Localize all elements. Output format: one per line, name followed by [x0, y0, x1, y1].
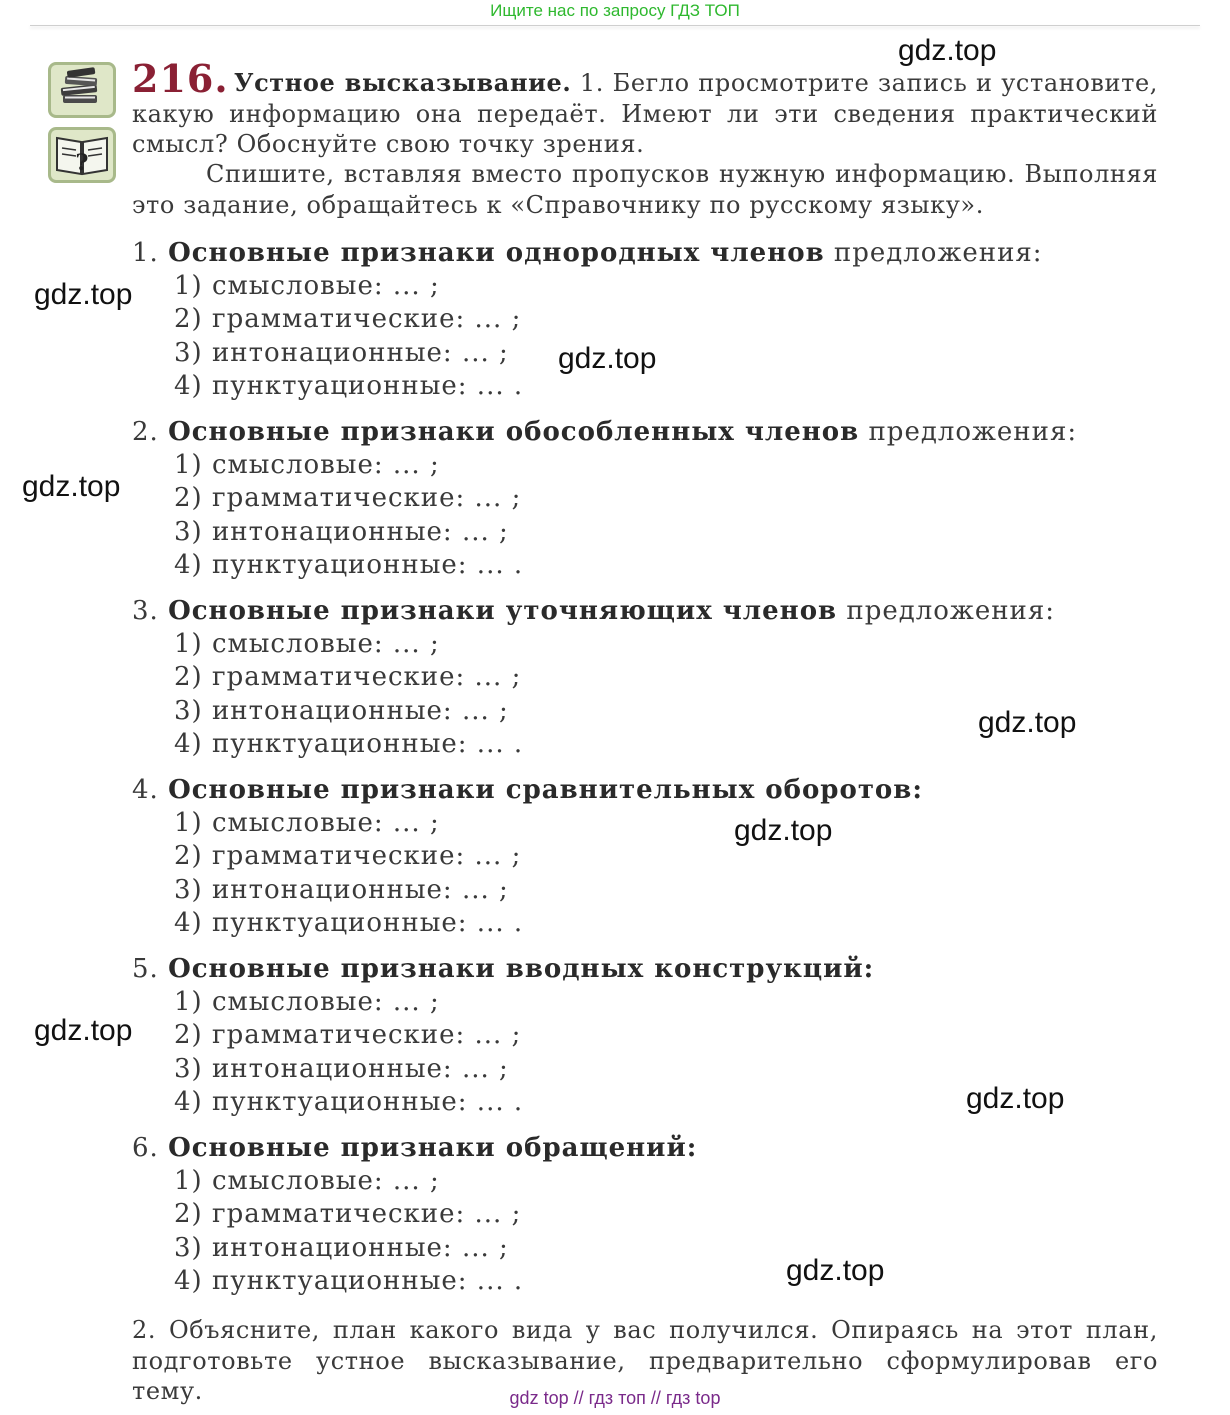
- list-item: 2) грамматические: ... ;: [174, 304, 522, 335]
- watermark: gdz.top: [966, 1082, 1065, 1115]
- reference-book-icon: [48, 127, 116, 183]
- list-item: 4) пунктуационные: ... .: [174, 908, 524, 939]
- exercise-number: 216.: [132, 56, 229, 101]
- section-title-rest: предложения:: [824, 238, 1043, 268]
- list-item: 4) пунктуационные: ... .: [174, 550, 524, 581]
- section-heading: [132, 594, 1132, 628]
- list-item: 2) грамматические: ... ;: [174, 662, 522, 693]
- section-heading: [132, 952, 1132, 986]
- section-heading: [132, 1131, 1132, 1165]
- svg-text:?: ?: [75, 150, 89, 176]
- watermark: gdz.top: [978, 706, 1077, 739]
- section-block: [132, 1131, 1132, 1299]
- section-title-bold: Основные признаки обособленных членов: [168, 417, 860, 447]
- section-heading: [132, 773, 1132, 807]
- section-number: 4.: [132, 775, 159, 805]
- section-title-bold: Основные признаки уточняющих членов: [168, 596, 838, 626]
- watermark: gdz.top: [898, 34, 997, 67]
- list-item: 1) смысловые: ... ;: [174, 450, 440, 480]
- list-item: 4) пунктуационные: ... .: [174, 371, 524, 402]
- footer-links[interactable]: gdz top // гдз топ // гдз top: [509, 1388, 721, 1408]
- list-item: 4) пунктуационные: ... .: [174, 1087, 524, 1118]
- watermark: gdz.top: [22, 470, 121, 503]
- list-item: 3) интонационные: ... ;: [174, 695, 509, 726]
- list-item: 2) грамматические: ... ;: [174, 1020, 522, 1051]
- list-item: 4) пунктуационные: ... .: [174, 1266, 524, 1297]
- section-title-bold: Основные признаки обращений:: [168, 1133, 698, 1163]
- section-number: 3.: [132, 596, 159, 626]
- top-banner[interactable]: Ищите нас по запросу ГДЗ ТОП: [490, 1, 740, 20]
- list-item: 3) интонационные: ... ;: [174, 1053, 509, 1084]
- list-item: 4) пунктуационные: ... .: [174, 729, 524, 760]
- list-item: 2) грамматические: ... ;: [174, 841, 522, 872]
- list-item: 3) интонационные: ... ;: [174, 874, 509, 905]
- watermark: gdz.top: [34, 1014, 133, 1047]
- list-item: 2) грамматические: ... ;: [174, 483, 522, 514]
- section-number: 5.: [132, 954, 159, 984]
- watermark: gdz.top: [786, 1254, 885, 1287]
- exercise-instruction: Спишите, вставляя вместо пропусков нужную информацию. Выполняя это задание, обращайтесь к «Справочнику по русскому языку».: [132, 160, 1158, 219]
- watermark: gdz.top: [34, 278, 133, 311]
- section-number: 1.: [132, 238, 159, 268]
- section-title-bold: Основные признаки однородных членов: [168, 238, 825, 268]
- list-item: 1) смысловые: ... ;: [174, 808, 440, 838]
- list-item: 1) смысловые: ... ;: [174, 987, 440, 1017]
- section-title-rest: предложения:: [837, 596, 1056, 626]
- section-heading: [132, 415, 1132, 449]
- list-item: 1) смысловые: ... ;: [174, 1166, 440, 1196]
- list-item: 1) смысловые: ... ;: [174, 629, 440, 659]
- section-title-bold: Основные признаки сравнительных оборотов:: [168, 775, 923, 805]
- watermark: gdz.top: [734, 814, 833, 847]
- section-block: [132, 415, 1132, 583]
- list-item: 3) интонационные: ... ;: [174, 337, 509, 368]
- books-icon: [48, 62, 116, 118]
- list-item: 1) смысловые: ... ;: [174, 271, 440, 301]
- list-item: 3) интонационные: ... ;: [174, 516, 509, 547]
- final-task: 2. Объясните, план какого вида у вас получился. Опираясь на этот план, подготовьте устное высказывание, предварительно сформулировав его тему.: [132, 1316, 1158, 1405]
- section-title-rest: предложения:: [859, 417, 1078, 447]
- list-item: 2) грамматические: ... ;: [174, 1199, 522, 1230]
- watermark: gdz.top: [558, 342, 657, 375]
- exercise-intro-text: 1. Бегло просмотрите запись и установите, какую информацию она передаёт. Имеют ли эти сведения практический смысл? Обоснуйте свою точку зрения.: [132, 69, 1159, 158]
- section-block: [132, 236, 1132, 404]
- exercise-intro: [132, 68, 1158, 160]
- section-heading: [132, 236, 1132, 270]
- top-divider: [30, 25, 1200, 26]
- section-title-bold: Основные признаки вводных конструкций:: [168, 954, 875, 984]
- section-number: 6.: [132, 1133, 159, 1163]
- section-number: 2.: [132, 417, 159, 447]
- exercise-title: Устное высказывание.: [234, 68, 572, 97]
- list-item: 3) интонационные: ... ;: [174, 1232, 509, 1263]
- section-block: [132, 773, 1132, 941]
